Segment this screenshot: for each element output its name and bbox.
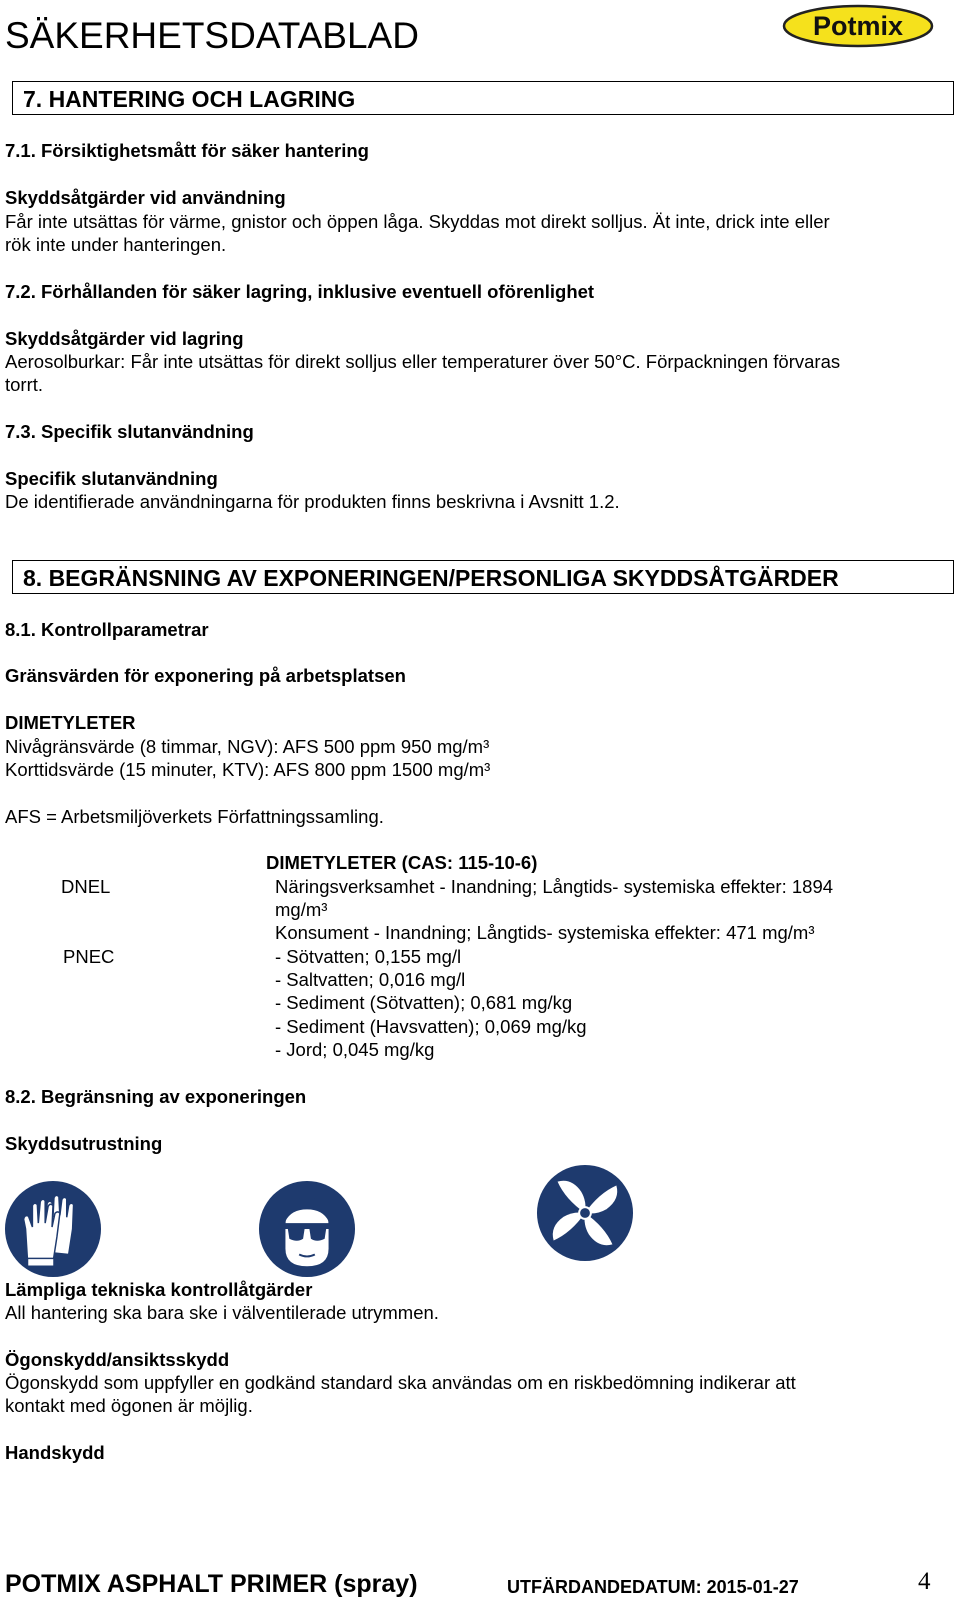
substance-name: DIMETYLETER — [5, 712, 136, 733]
paragraph-line: Ögonskydd som uppfyller en godkänd standard ska användas om en riskbedömning indikerar att — [5, 1372, 796, 1393]
exposure-limit-line: Korttidsvärde (15 minuter, KTV): AFS 800 ppm 1500 mg/m³ — [5, 759, 491, 780]
pnec-label: PNEC — [63, 946, 115, 967]
paragraph-line: torrt. — [5, 374, 44, 395]
potmix-logo — [782, 4, 934, 48]
subsection-7-2-subtitle: Skyddsåtgärder vid lagring — [5, 328, 244, 349]
footer-page-number: 4 — [918, 1568, 931, 1595]
subsection-7-2-title: 7.2. Förhållanden för säker lagring, inklusive eventuell oförenlighet — [5, 281, 595, 302]
protective-equipment-title: Skyddsutrustning — [5, 1133, 163, 1154]
footer-product-name: POTMIX ASPHALT PRIMER (spray) — [5, 1570, 418, 1598]
subsection-7-3-title: 7.3. Specifik slutanvändning — [5, 421, 254, 442]
dnel-pnec-substance-header: DIMETYLETER (CAS: 115-10-6) — [266, 852, 538, 873]
hand-protection-title: Handskydd — [5, 1442, 105, 1463]
paragraph-line: De identifierade användningarna för produkten finns beskrivna i Avsnitt 1.2. — [5, 491, 620, 512]
subsection-8-1-title: 8.1. Kontrollparametrar — [5, 619, 209, 640]
pnec-value-line: - Sediment (Sötvatten); 0,681 mg/kg — [275, 992, 573, 1013]
pnec-value-line: - Saltvatten; 0,016 mg/l — [275, 969, 466, 990]
pnec-value-line: - Sediment (Havsvatten); 0,069 mg/kg — [275, 1016, 587, 1037]
technical-controls-title: Lämpliga tekniska kontrollåtgärder — [5, 1279, 313, 1300]
paragraph-line: kontakt med ögonen är möjlig. — [5, 1395, 253, 1416]
gloves-icon — [4, 1180, 102, 1278]
paragraph-line: rök inte under hanteringen. — [5, 234, 227, 255]
dnel-label: DNEL — [61, 876, 111, 897]
paragraph-line: Aerosolburkar: Får inte utsättas för direkt solljus eller temperaturer över 50°C. Förpackningen förvaras — [5, 351, 841, 372]
paragraph-line: Får inte utsättas för värme, gnistor och öppen låga. Skyddas mot direkt solljus. Ät inte, drick inte eller — [5, 211, 830, 232]
footer-issue-date: UTFÄRDANDEDATUM: 2015-01-27 — [507, 1577, 799, 1597]
subsection-7-3-subtitle: Specifik slutanvändning — [5, 468, 218, 489]
dnel-value-line: Konsument - Inandning; Långtids- systemiska effekter: 471 mg/m³ — [275, 922, 815, 943]
ventilation-fan-icon — [536, 1164, 634, 1262]
section-7-heading-box — [12, 81, 954, 115]
document-title: SÄKERHETSDATABLAD — [5, 15, 419, 56]
technical-controls-text: All hantering ska bara ske i välventilerade utrymmen. — [5, 1302, 439, 1323]
afs-note: AFS = Arbetsmiljöverkets Författningssamling. — [5, 806, 384, 827]
subsection-8-2-title: 8.2. Begränsning av exponeringen — [5, 1086, 307, 1107]
dnel-value-line: Näringsverksamhet - Inandning; Långtids- systemiska effekter: 1894 — [275, 876, 834, 897]
subsection-7-1-title: 7.1. Försiktighetsmått för säker hantering — [5, 140, 369, 161]
eye-protection-title: Ögonskydd/ansiktsskydd — [5, 1349, 230, 1370]
section-8-heading-box — [12, 560, 954, 594]
pnec-value-line: - Sötvatten; 0,155 mg/l — [275, 946, 462, 967]
exposure-limits-subtitle: Gränsvärden för exponering på arbetsplatsen — [5, 665, 406, 686]
subsection-7-1-subtitle: Skyddsåtgärder vid användning — [5, 187, 286, 208]
section-8-heading: 8. BEGRÄNSNING AV EXPONERINGEN/PERSONLIGA SKYDDSÅTGÄRDER — [23, 565, 839, 591]
dnel-value-line: mg/m³ — [275, 899, 328, 920]
pnec-value-line: - Jord; 0,045 mg/kg — [275, 1039, 435, 1060]
svg-text:Potmix: Potmix — [812, 11, 904, 41]
exposure-limit-line: Nivågränsvärde (8 timmar, NGV): AFS 500 ppm 950 mg/m³ — [5, 736, 490, 757]
section-7-heading: 7. HANTERING OCH LAGRING — [23, 86, 356, 112]
goggles-icon — [258, 1180, 356, 1278]
